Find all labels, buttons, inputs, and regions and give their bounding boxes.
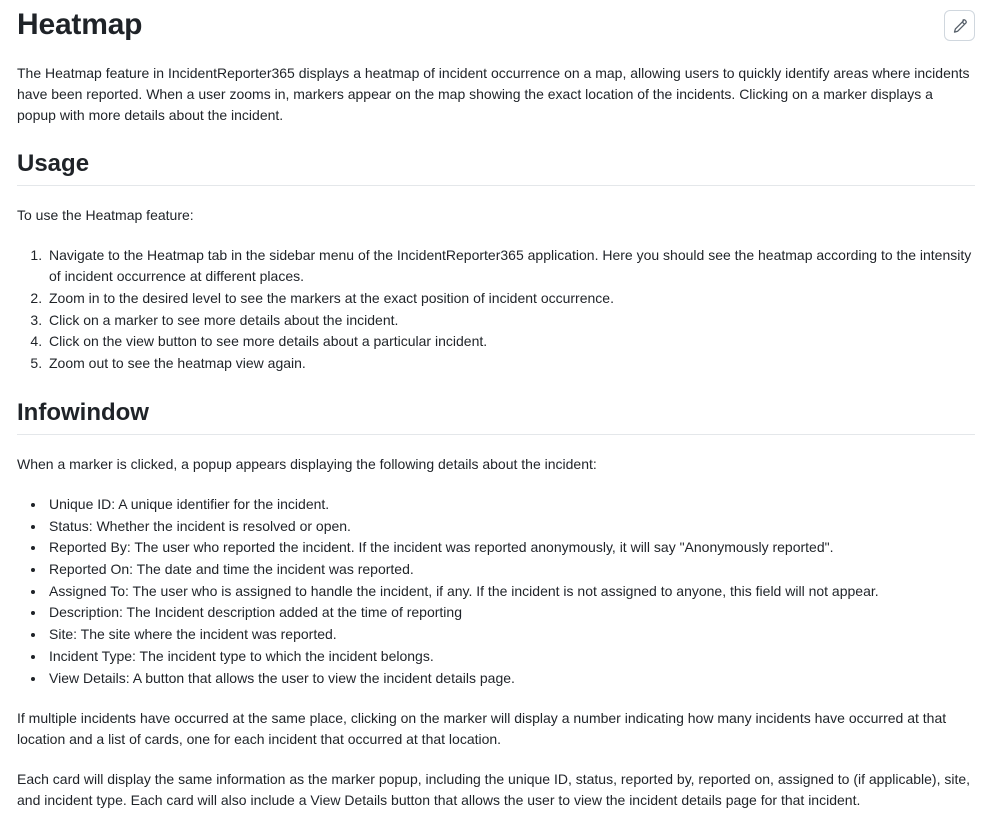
list-item: 2. Zoom in to the desired level to see the markers at the exact position of incident occurrence. <box>46 288 975 310</box>
list-item: • View Details: A button that allows the user to view the incident details page. <box>46 668 975 690</box>
list-item: • Description: The Incident description added at the time of reporting <box>46 602 975 624</box>
list-item: • Assigned To: The user who is assigned to handle the incident, if any. If the incident is not assigned to anyone, this field will not appear. <box>46 581 975 603</box>
edit-button[interactable] <box>944 10 975 41</box>
infowindow-details-list <box>17 494 975 689</box>
section-infowindow <box>17 397 975 811</box>
list-item: • Incident Type: The incident type to which the incident belongs. <box>46 646 975 668</box>
card-details-paragraph: Each card will display the same information as the marker popup, including the unique ID, status, reported by, reported on, assigned to (if applicable), site, and incident type. Each card will also include a View Details button that allows the user to view the incident details page for that incident. <box>17 771 971 809</box>
multiple-incidents-paragraph: If multiple incidents have occurred at the same place, clicking on the marker will display a number indicating how many incidents have occurred at that location and a list of cards, one for each incident that occurred at that location. <box>17 710 947 748</box>
list-item: 5. Zoom out to see the heatmap view again. <box>46 353 975 375</box>
page-header <box>17 6 975 44</box>
list-item: 3. Click on a marker to see more details about the incident. <box>46 310 975 332</box>
infowindow-heading: Infowindow <box>17 397 975 435</box>
list-item: 4. Click on the view button to see more details about a particular incident. <box>46 331 975 353</box>
usage-intro: To use the Heatmap feature: <box>17 206 194 223</box>
list-item: • Reported On: The date and time the incident was reported. <box>46 559 975 581</box>
list-item: • Reported By: The user who reported the incident. If the incident was reported anonymously, it will say "Anonymously reported". <box>46 537 975 559</box>
usage-heading: Usage <box>17 148 975 186</box>
intro-paragraph: The Heatmap feature in IncidentReporter365 displays a heatmap of incident occurrence on a map, allowing users to quickly identify areas where incidents have been reported. When a user zooms in, markers appear on the map showing the exact location of the incidents. Clicking on a marker displays a popup with more details about the incident. <box>17 64 970 123</box>
list-item: • Unique ID: A unique identifier for the incident. <box>46 494 975 516</box>
section-usage <box>17 148 975 375</box>
list-item: • Status: Whether the incident is resolved or open. <box>46 516 975 538</box>
usage-steps-list <box>17 245 975 375</box>
list-item: • Site: The site where the incident was reported. <box>46 624 975 646</box>
page-title: Heatmap <box>17 8 143 41</box>
list-item: 1. Navigate to the Heatmap tab in the sidebar menu of the IncidentReporter365 application. Here you should see the heatmap according to the intensity of incident occurrence at different places. <box>46 245 975 288</box>
infowindow-intro: When a marker is clicked, a popup appears displaying the following details about the incident: <box>17 456 597 472</box>
pencil-icon <box>952 18 968 34</box>
